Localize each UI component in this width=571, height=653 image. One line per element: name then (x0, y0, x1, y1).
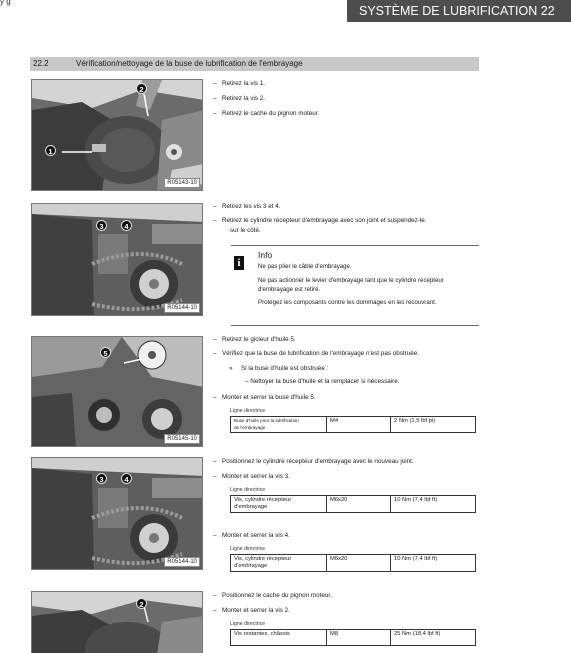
guideline-label: Ligne directrice (230, 408, 266, 414)
info-line: d'embrayage est retiré. (258, 286, 321, 293)
chapter-title: SYSTÈME DE LUBRIFICATION 22 (347, 0, 571, 22)
callout-5: 5 (100, 347, 111, 358)
step-check-nozzle: – Vérifiez que la buse de lubrification de l'embrayage n'est pas obstruée. (213, 350, 420, 357)
photo-reference: R05144-10 (164, 303, 200, 313)
callout-3: 3 (96, 473, 107, 484)
torque-table-screw-4 (230, 554, 476, 572)
photo-reference: R05145-10 (164, 434, 200, 444)
section-heading (30, 57, 479, 71)
part-cell: Vis, cylindre récepteur d'embrayage (231, 555, 327, 572)
callout-4: 4 (121, 220, 132, 231)
step-mount-screw-2: – Monter et serrer la vis 2. (213, 607, 290, 614)
engine-photo-1 (31, 79, 203, 191)
info-line: Ne pas actionner le levier d'embrayage tant que le cylindre récepteur (258, 277, 444, 284)
step-mount-oil-nozzle: – Monter et serrer la buse d'huile 5. (213, 394, 316, 401)
step-remove-slave-cylinder-cont: sur le côté. (230, 227, 261, 234)
torque-cell: 10 Nm (7,4 lbf ft) (391, 555, 476, 572)
engine-photo-5 (31, 591, 203, 653)
callout-3: 3 (96, 220, 107, 231)
step-position-sprocket-cover: – Positionnez le cache du pignon moteur. (213, 592, 332, 599)
step-mount-screw-4: – Monter et serrer la vis 4. (213, 532, 290, 539)
part-cell: Vis, cylindre récepteur d'embrayage (231, 496, 327, 513)
photo-reference: R05144-10 (164, 557, 200, 567)
thread-cell: M6x20 (327, 496, 391, 513)
torque-table-oil-nozzle (230, 416, 476, 433)
header-left-fragment: y g (0, 0, 11, 6)
callout-4: 4 (121, 473, 132, 484)
step-remove-screw-1: – Retirez la vis 1. (213, 80, 266, 87)
photo-reference: R05143-10 (164, 178, 200, 188)
torque-table-screw-3 (230, 495, 476, 513)
torque-table-screw-2 (230, 629, 476, 646)
step-remove-screw-2: – Retirez la vis 2. (213, 95, 266, 102)
info-line: Protégez les composants contre les dommages en les recouvrant. (258, 299, 437, 306)
info-line: Ne pas plier le câble d'embrayage. (258, 263, 352, 270)
info-title: Info (258, 250, 273, 260)
torque-cell: 25 Nm (18,4 lbf ft) (391, 630, 476, 646)
condition-nozzle-clogged: » Si la buse d'huile est obstruée : (229, 365, 329, 372)
info-bottom-rule (231, 325, 479, 326)
guideline-label: Ligne directrice (230, 546, 266, 552)
guideline-label: Ligne directrice (230, 487, 266, 493)
thread-cell: M6x20 (327, 555, 391, 572)
step-remove-slave-cylinder: – Retirez le cylindre récepteur d'embrayage avec son joint et suspendez-le. (213, 217, 427, 224)
info-top-rule (231, 245, 479, 246)
info-icon: i (234, 256, 244, 270)
section-number: 22.2 (33, 59, 49, 68)
callout-2: 2 (136, 598, 147, 609)
step-mount-screw-3: – Monter et serrer la vis 3. (213, 473, 290, 480)
callout-2: 2 (136, 83, 147, 94)
section-title: Vérification/nettoyage de la buse de lubrification de l'embrayage (76, 59, 303, 68)
step-position-slave-cylinder: – Positionnez le cylindre récepteur d'embrayage avec le nouveau joint. (213, 458, 414, 465)
engine-photo-3 (31, 336, 203, 447)
step-remove-sprocket-cover: – Retirez le cache du pignon moteur. (213, 110, 320, 117)
step-clean-nozzle: – Nettoyer la buse d'huile et la remplacer si nécessaire. (245, 378, 400, 385)
engine-photo-4 (31, 457, 203, 570)
step-remove-oil-jet: – Retirez le gicleur d'huile 5. (213, 336, 296, 343)
callout-1: 1 (45, 145, 56, 156)
part-cell: Buse d'huile pour la lubrification de l'embrayage (231, 417, 327, 433)
guideline-label: Ligne directrice (230, 621, 266, 627)
part-cell: Vis restantes, châssis (231, 630, 327, 646)
step-remove-screws-3-4: – Retirez les vis 3 et 4. (213, 203, 281, 210)
torque-cell: 2 Nm (1,5 lbf pi) (391, 417, 476, 433)
engine-photo-2 (31, 203, 203, 316)
thread-cell: M8 (327, 630, 391, 646)
torque-cell: 10 Nm (7,4 lbf ft) (391, 496, 476, 513)
thread-cell: M4 (327, 417, 391, 433)
